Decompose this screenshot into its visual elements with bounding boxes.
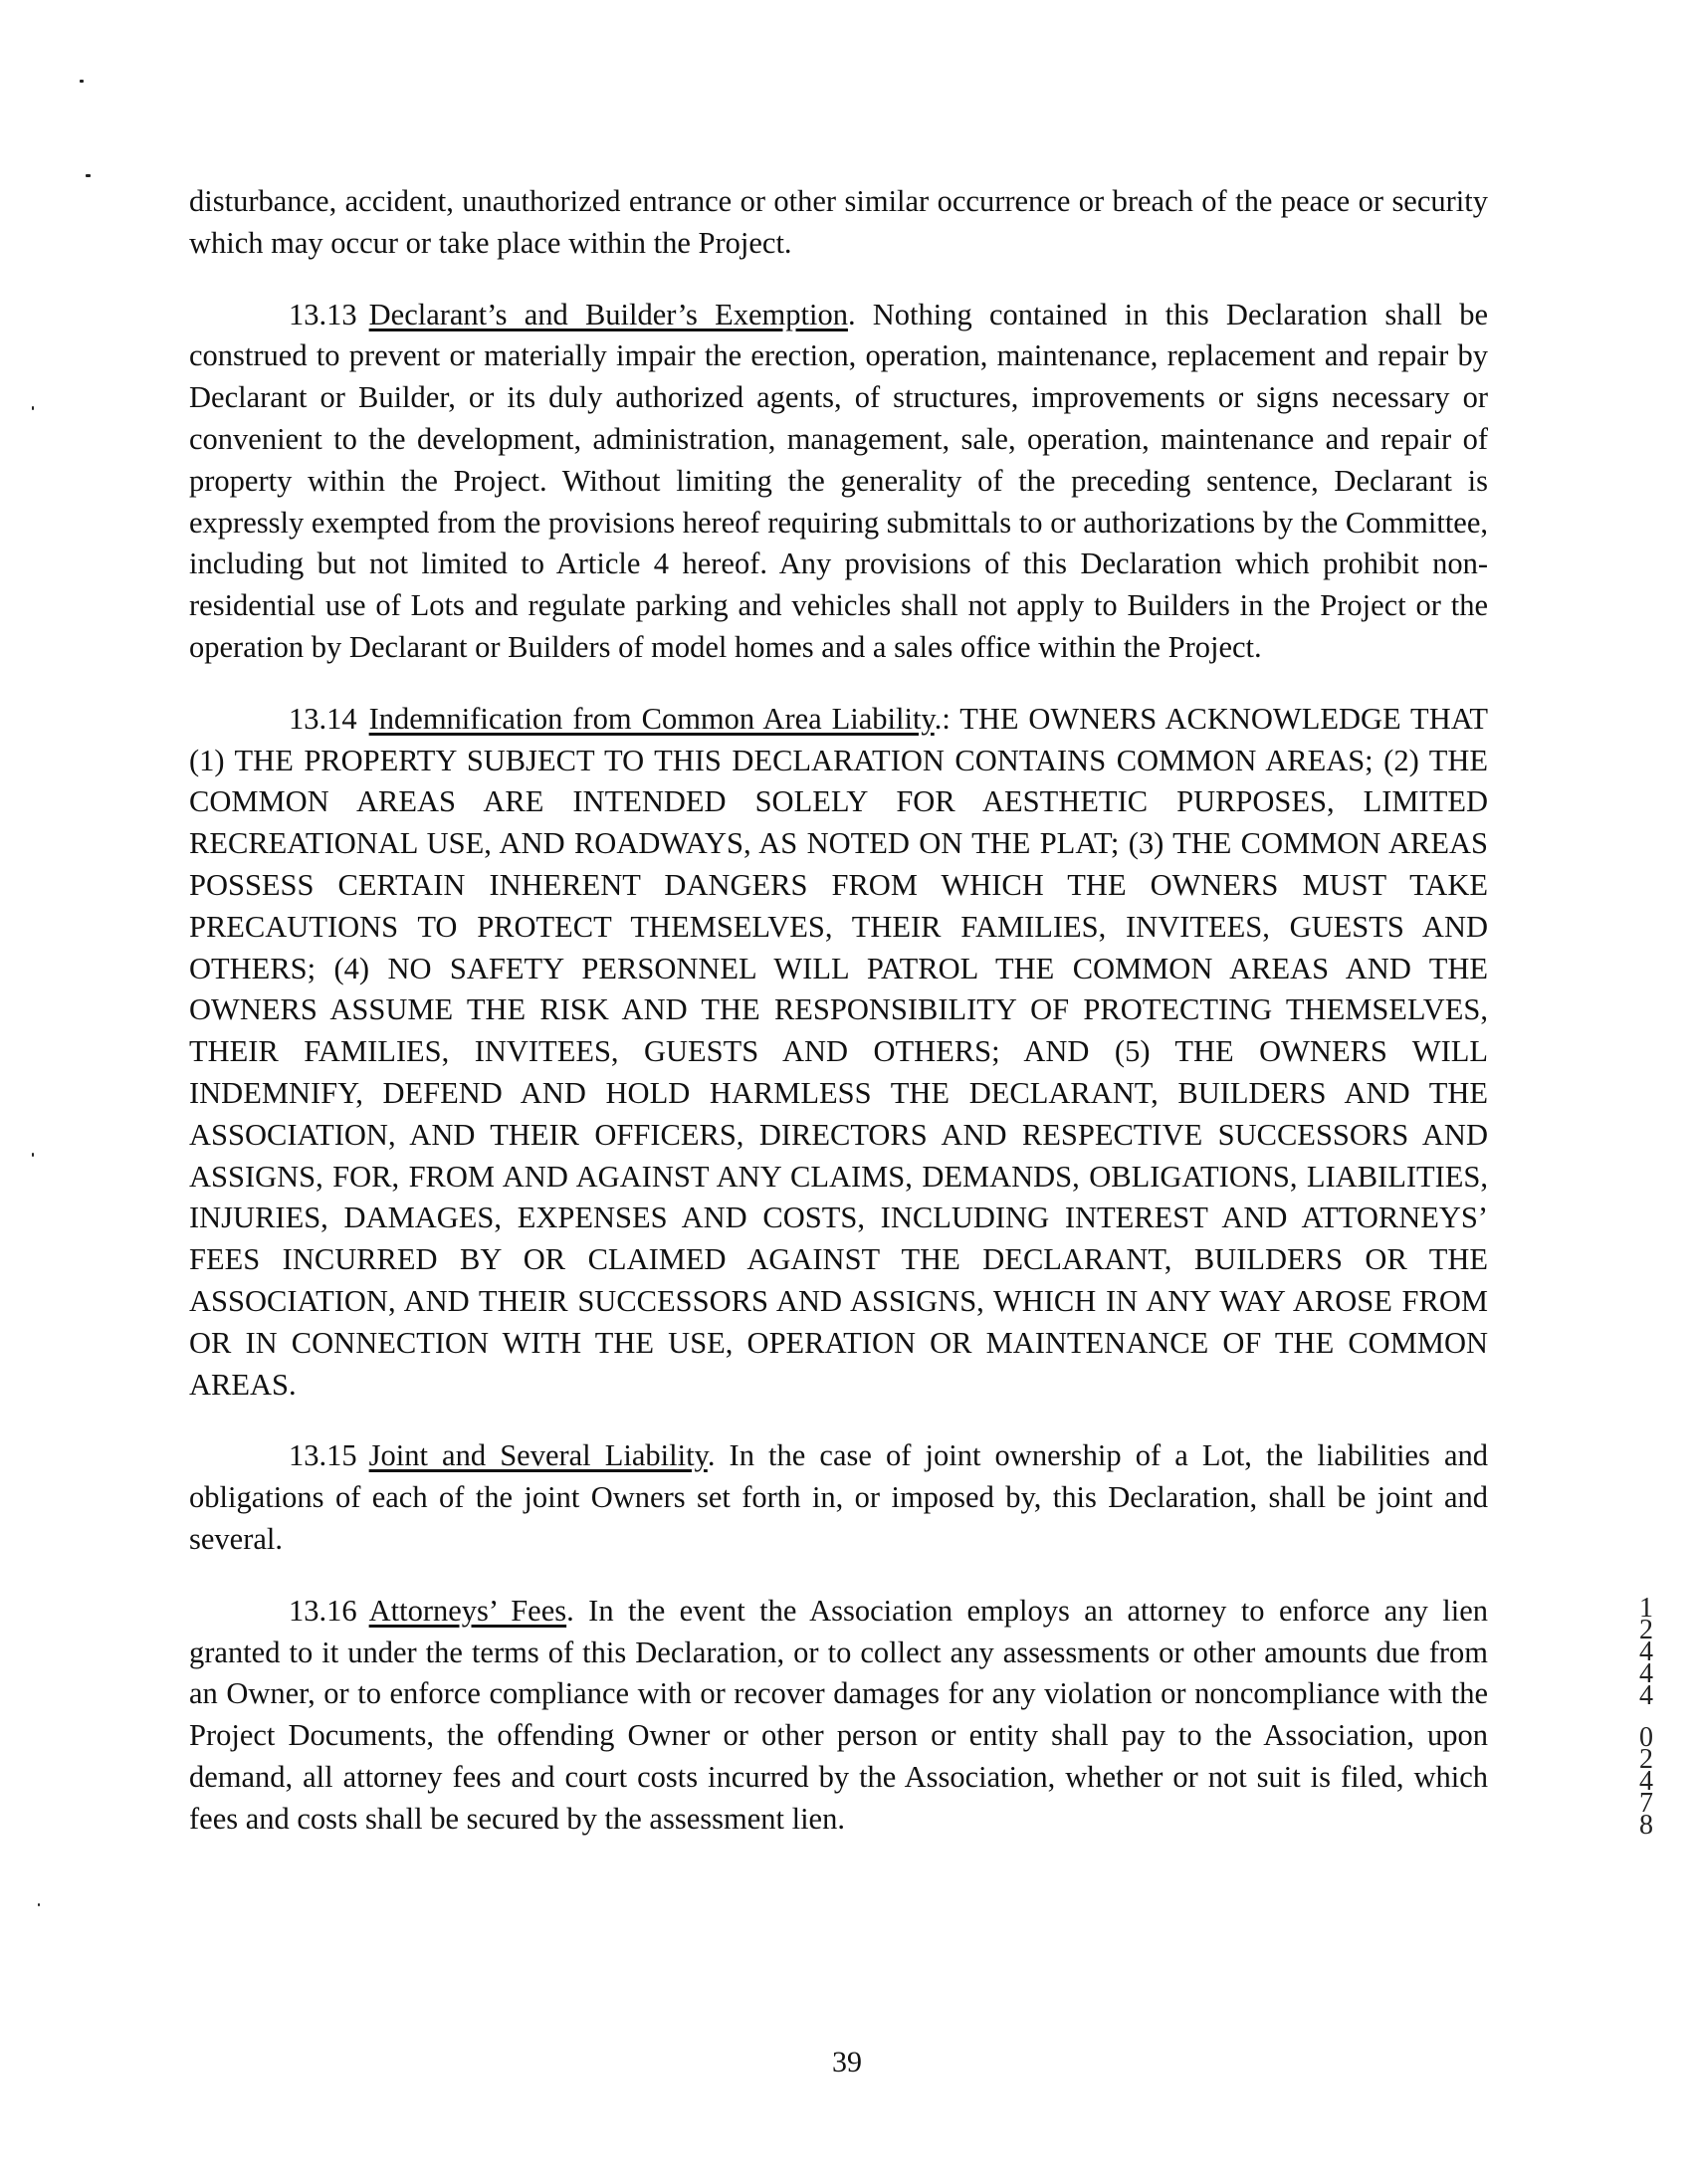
heading-punctuation: .: [847, 297, 856, 331]
intro-paragraph: [189, 181, 1488, 265]
stamp-digit: 2: [1639, 1744, 1653, 1775]
section-heading: Indemnification from Common Area Liability: [368, 701, 935, 736]
section-13-16: [189, 1591, 1488, 1841]
stamp-digit: 2: [1639, 1615, 1653, 1645]
heading-punctuation: .: [707, 1438, 716, 1473]
scan-speck: [86, 174, 91, 177]
section-13-14: [189, 699, 1488, 1407]
stamp-digit: 4: [1639, 1766, 1653, 1797]
intro-text: disturbance, accident, unauthorized entrance or other similar occurrence or breach of the peace or security which may occur or take place within the Project.: [189, 184, 1488, 260]
stamp-digit: 7: [1639, 1788, 1653, 1819]
scan-speck: [38, 1903, 40, 1906]
stamp-digit: 4: [1639, 1680, 1653, 1711]
stamp-digit: 4: [1639, 1637, 1653, 1667]
section-13-15: [189, 1435, 1488, 1560]
heading-punctuation: .: [566, 1593, 574, 1628]
document-body: [189, 181, 1488, 1869]
stamp-digit: 8: [1639, 1810, 1653, 1841]
scan-speck: [32, 1153, 34, 1157]
section-number: 13.16: [289, 1593, 357, 1628]
scan-speck: [80, 80, 84, 83]
section-body: Nothing contained in this Declaration shall be construed to prevent or materially impair the erection, operation, maintenance, replacement and repair by Declarant or Builder, or its duly authorized agents, of structures, improvements or signs necessary or convenient to the development, administration, management, sale, operation, maintenance and repair of property within the Project. Without limiting the generality of the preceding sentence, Declarant is expressly exempted from the provisions hereof requiring submittals to or authorizations by the Committee, including but not limited to Article 4 hereof. Any provisions of this Declaration which prohibit non-residential use of Lots and regulate parking and vehicles shall not apply to Builders in the Project or the operation by Declarant or Builders of model homes and a sales office within the Project.: [189, 297, 1488, 664]
section-number: 13.13: [289, 297, 357, 331]
stamp-digit: 4: [1639, 1658, 1653, 1689]
section-heading: Declarant’s and Builder’s Exemption: [368, 297, 848, 331]
section-heading: Joint and Several Liability: [368, 1438, 708, 1473]
margin-recording-stamp: [1632, 1593, 1660, 1841]
section-heading: Attorneys’ Fees: [368, 1593, 567, 1628]
page-number: 39: [832, 2046, 862, 2078]
section-body: THE OWNERS ACKNOWLEDGE THAT (1) THE PROPERTY SUBJECT TO THIS DECLARATION CONTAINS COMMON AREAS; (2) THE COMMON AREAS ARE INTENDED SOLELY FOR AESTHETIC PURPOSES, LIMITED RECREATIONAL USE, AND ROADWAYS, AS NOTED ON THE PLAT; (3) THE COMMON AREAS POSSESS CERTAIN INHERENT DANGERS FROM WHICH THE OWNERS MUST TAKE PRECAUTIONS TO PROTECT THEMSELVES, THEIR FAMILIES, INVITEES, GUESTS AND OTHERS; (4) NO SAFETY PERSONNEL WILL PATROL THE COMMON AREAS AND THE OWNERS ASSUME THE RISK AND THE RESPONSIBILITY OF PROTECTING THEMSELVES, THEIR FAMILIES, INVITEES, GUESTS AND OTHERS; AND (5) THE OWNERS WILL INDEMNIFY, DEFEND AND HOLD HARMLESS THE DECLARANT, BUILDERS AND THE ASSOCIATION, AND THEIR OFFICERS, DIRECTORS AND RESPECTIVE SUCCESSORS AND ASSIGNS, FOR, FROM AND AGAINST ANY CLAIMS, DEMANDS, OBLIGATIONS, LIABILITIES, INJURIES, DAMAGES, EXPENSES AND COSTS, INCLUDING INTEREST AND ATTORNEYS’ FEES INCURRED BY OR CLAIMED AGAINST THE DECLARANT, BUILDERS OR THE ASSOCIATION, AND THEIR SUCCESSORS AND ASSIGNS, WHICH IN ANY WAY AROSE FROM OR IN CONNECTION WITH THE USE, OPERATION OR MAINTENANCE OF THE COMMON AREAS.: [189, 701, 1488, 1402]
scan-speck: [32, 406, 34, 410]
section-body: In the case of joint ownership of a Lot, the liabilities and obligations of each of the joint Owners set forth in, or imposed by, this Declaration, shall be joint and several.: [189, 1438, 1488, 1556]
section-13-13: [189, 295, 1488, 669]
section-body: In the event the Association employs an attorney to enforce any lien granted to it under the terms of this Declaration, or to collect any assessments or other amounts due from an Owner, or to enforce compliance with or recover damages for any violation or noncompliance with the Project Documents, the offending Owner or other person or entity shall pay to the Association, upon demand, all attorney fees and court costs incurred by the Association, whether or not suit is filed, which fees and costs shall be secured by the assessment lien.: [189, 1593, 1488, 1836]
stamp-digit: 0: [1639, 1722, 1653, 1753]
section-number: 13.14: [289, 701, 357, 736]
stamp-digit: 1: [1639, 1593, 1653, 1624]
section-number: 13.15: [289, 1438, 357, 1473]
heading-punctuation: .:: [934, 701, 951, 736]
